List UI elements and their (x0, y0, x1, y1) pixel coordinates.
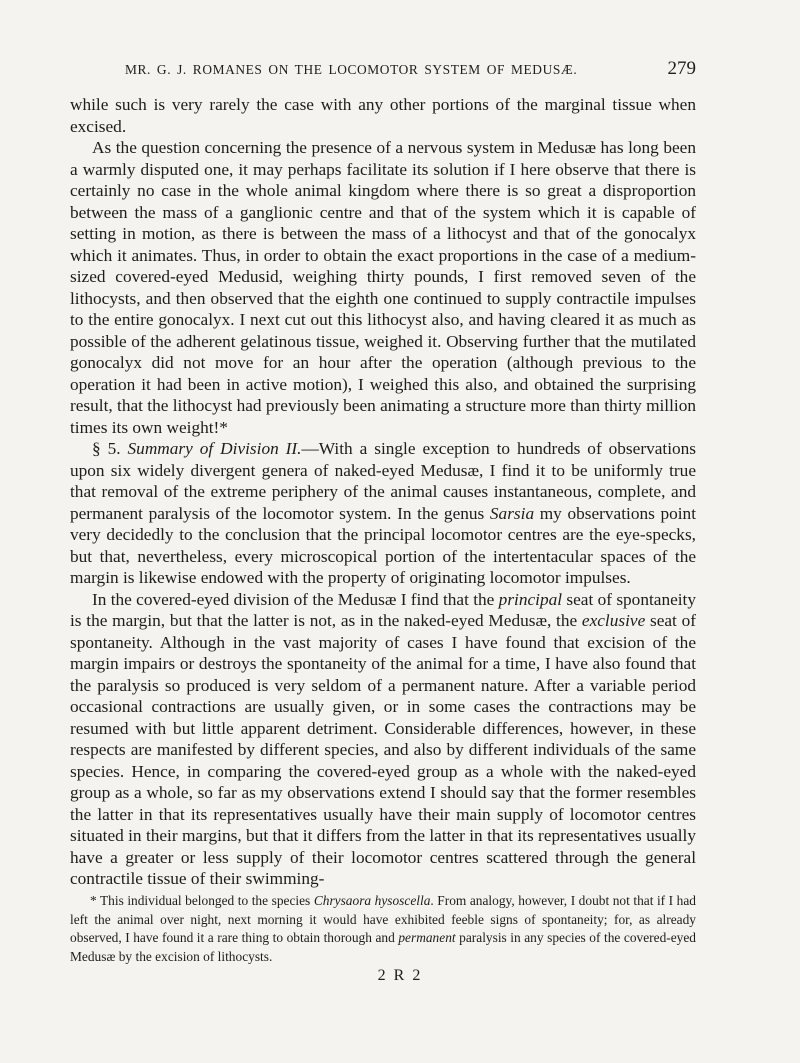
paragraph-covered-eyed (70, 589, 696, 890)
footnote-species: Chrysaora hysoscella (313, 893, 431, 908)
page-number: 279 (667, 58, 696, 79)
paragraph-nervous-system: As the question concerning the presence of a nervous system in Medusæ has long been a warmly disputed one, it may perhaps facilitate its solution if I here observe that there is certainly no case in the whole animal kingdom where there is so great a disproportion between the mass of a ganglionic centre and that of the system which it is capable of setting in motion, as there is between the mass of a lithocyst and that of the gonocalyx which it animates. Thus, in order to obtain the exact proportions in the case of a medium-sized covered-eyed Medusid, weighing thirty pounds, I first removed seven of the lithocysts, and then observed that the eighth one continued to supply contractile impulses to the entire gonocalyx. I next cut out this lithocyst also, and having cleared it as much as possible of the adherent gelatinous tissue, weighed it. Observing further that the mutilated gonocalyx did not move for an hour after the operation (although previous to the operation it had been in active motion), I weighed this also, and obtained the surprising result, that the lithocyst had previously been animating a structure more than thirty million times its own weight!* (70, 138, 696, 437)
covered-text-3: seat of spontaneity. Although in the vast majority of cases I have found that excision of the margin impairs or destroys the spontaneity of the animal for a time, I have also found that the paralysis so produced is very seldom of a permanent nature. After a variable period occasional contractions are usually given, or in some cases the contractions may be resumed with but little apparent detriment. Considerable differences, however, in these respects are manifested by different species, and also by different individuals of the same species. Hence, in comparing the covered-eyed group as a whole with the naked-eyed group as a whole, so far as my observations extend I should say that the former resembles the latter in that its representatives usually have their main supply of locomotor centres situated in their margins, but that it differs from the latter in that its representatives usually have a greater or less supply of their locomotor centres scattered through the general contractile tissue of their swimming- (70, 611, 697, 888)
footnote-text-1: * This individual belonged to the species (90, 893, 314, 908)
section-title: Summary of Division II. (127, 439, 302, 458)
signature-mark: 2 R 2 (377, 967, 423, 984)
body-text (70, 94, 696, 890)
running-head (70, 56, 696, 86)
paragraph-continuation: while such is very rarely the case with any other portions of the marginal tissue when excised. (70, 95, 696, 136)
running-title: MR. G. J. ROMANES ON THE LOCOMOTOR SYSTEM OF MEDUSÆ. (125, 62, 578, 77)
footnote-text-3: paralysis in any species of the covered-eyed Medusæ by the excision of lithocysts. (70, 930, 696, 964)
section-mark: § 5. (92, 439, 121, 458)
covered-text-2: seat of spontaneity is the margin, but that the latter is not, as in the naked-eyed Medusæ, the (70, 589, 696, 630)
emphasis-exclusive: exclusive (581, 611, 646, 630)
covered-text-1: In the covered-eyed division of the Medusæ I find that the (92, 589, 499, 609)
footnote-permanent: permanent (398, 930, 456, 946)
paragraph-summary-division-ii (70, 438, 696, 589)
genus-name: Sarsia (489, 503, 535, 523)
emphasis-principal: principal (498, 589, 563, 609)
footnote (70, 892, 696, 966)
footnote-text-2: . From analogy, however, I doubt not that if I had left the animal over night, next morning it would have exhibited feeble signs of spontaneity; for, as already observed, I have found it a rare thing to obtain thorough and (70, 893, 696, 946)
summary-text-2: my observations point very decidedly to the conclusion that the principal locomotor centres are the eye-specks, but that, nevertheless, every microscopical portion of the intertentacular spaces of the margin is likewise endowed with the property of originating locomotor impulses. (70, 503, 697, 587)
summary-text-1: —With a single exception to hundreds of observations upon six widely divergent genera of naked-eyed Medusæ, I find it to be uniformly true that removal of the extreme periphery of the animal causes instantaneous, complete, and permanent paralysis of the locomotor system. In the genus (70, 439, 697, 523)
